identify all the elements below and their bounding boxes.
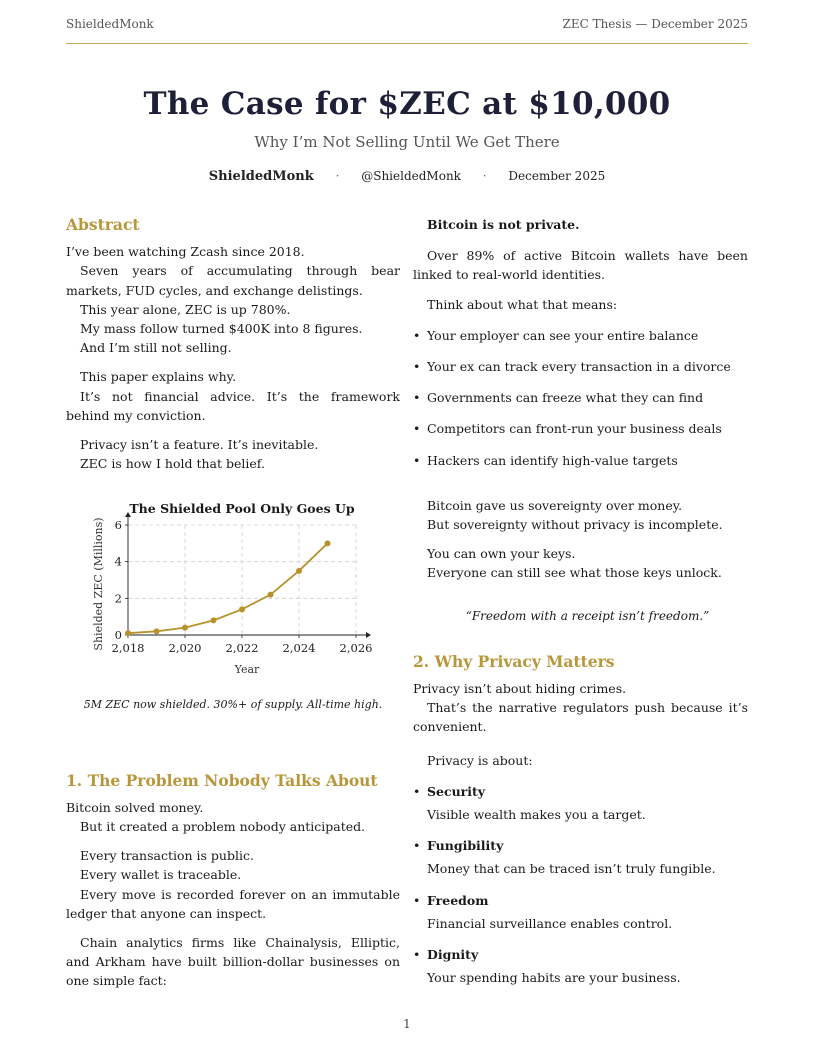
list-item xyxy=(413,836,748,878)
section-2-heading: 2. Why Privacy Matters xyxy=(413,651,615,671)
bitcoin-not-private-lead: Bitcoin is not private. xyxy=(427,217,580,232)
series-line xyxy=(128,544,328,634)
abstract-line: And I’m still not selling. xyxy=(80,340,232,356)
running-header xyxy=(66,17,748,44)
section-1-line: Bitcoin solved money. xyxy=(66,799,204,815)
right-paragraph-4 xyxy=(413,544,748,582)
privacy-reasons-list xyxy=(413,782,748,988)
reason-desc: Money that can be traced isn’t truly fungible. xyxy=(427,861,716,877)
reason-term: • Fungibility xyxy=(427,838,504,854)
section-1-paragraph-2 xyxy=(66,846,400,923)
list-item: • Competitors can front-run your business deals xyxy=(413,419,748,438)
x-tick-label: 2,020 xyxy=(168,641,202,656)
section-2-paragraph-1 xyxy=(413,679,748,737)
section-1-line: Every transaction is public. xyxy=(80,848,254,864)
byline-handle: @ShieldedMonk xyxy=(361,169,461,183)
reason-desc: Your spending habits are your business. xyxy=(427,970,681,986)
list-item xyxy=(413,945,748,987)
list-item: • Governments can freeze what they can find xyxy=(413,388,748,407)
left-column xyxy=(66,215,400,991)
right-line: Everyone can still see what those keys unlock. xyxy=(427,565,722,581)
byline-separator: · xyxy=(482,169,487,183)
data-point xyxy=(182,625,188,631)
abstract-line: ZEC is how I hold that belief. xyxy=(80,456,265,472)
chart-title: The Shielded Pool Only Goes Up xyxy=(129,501,355,517)
byline-date: December 2025 xyxy=(508,169,606,183)
abstract-paragraph-3 xyxy=(66,435,400,473)
right-line: Bitcoin gave us sovereignty over money. xyxy=(427,497,683,513)
chart-caption: 5M ZEC now shielded. 30%+ of supply. All-time high. xyxy=(83,698,383,712)
y-tick-label: 4 xyxy=(114,555,122,570)
reason-desc: Visible wealth makes you a target. xyxy=(427,807,646,823)
header-author: ShieldedMonk xyxy=(66,17,154,31)
right-paragraph-1: Over 89% of active Bitcoin wallets have been linked to real-world identities. xyxy=(413,248,748,283)
reason-desc: Financial surveillance enables control. xyxy=(427,915,673,931)
data-point xyxy=(154,629,160,635)
data-point xyxy=(239,607,245,613)
surveillance-bullet-list xyxy=(413,326,748,470)
abstract-line: Seven years of accumulating through bear markets, FUD cycles, and exchange delistings. xyxy=(66,263,400,298)
section-2-line: That’s the narrative regulators push because it’s convenient. xyxy=(413,700,748,735)
right-column xyxy=(413,215,748,999)
data-point xyxy=(296,568,302,574)
paper-subtitle: Why I’m Not Selling Until We Get There xyxy=(254,133,560,151)
abstract-line: This year alone, ZEC is up 780%. xyxy=(80,301,291,317)
abstract-paragraph-1 xyxy=(66,242,400,357)
chart-svg xyxy=(66,495,400,695)
reason-term: • Dignity xyxy=(427,947,479,963)
list-item xyxy=(413,782,748,824)
abstract-line: My mass follow turned $400K into 8 figures. xyxy=(80,321,363,337)
y-axis-label: Shielded ZEC (Millions) xyxy=(92,517,105,651)
header-doc-title: ZEC Thesis — December 2025 xyxy=(562,17,748,31)
data-point xyxy=(268,592,274,598)
x-tick-label: 2,024 xyxy=(282,641,316,656)
data-point xyxy=(325,541,331,547)
section-1-line: But it created a problem nobody anticipated. xyxy=(80,819,366,835)
abstract-line: Privacy isn’t a feature. It’s inevitable. xyxy=(80,437,319,453)
right-line: You can own your keys. xyxy=(427,546,576,562)
abstract-line: I’ve been watching Zcash since 2018. xyxy=(66,244,305,260)
x-axis-arrow xyxy=(366,632,371,638)
abstract-line: It’s not financial advice. It’s the framework behind my conviction. xyxy=(66,388,400,423)
byline-author: ShieldedMonk xyxy=(208,169,314,184)
right-line: But sovereignty without privacy is incomplete. xyxy=(427,517,723,533)
list-item: • Your employer can see your entire balance xyxy=(413,326,748,345)
shielded-pool-chart xyxy=(66,495,400,695)
list-item xyxy=(413,891,748,933)
section-1-line: Every wallet is traceable. xyxy=(80,867,242,883)
x-tick-label: 2,018 xyxy=(111,641,145,656)
section-1-paragraph-1 xyxy=(66,798,400,836)
data-point xyxy=(211,618,217,624)
list-item: • Your ex can track every transaction in a divorce xyxy=(413,357,748,376)
x-tick-label: 2,022 xyxy=(225,641,259,656)
section-1-paragraph-3: Chain analytics firms like Chainalysis, Elliptic, and Arkham have built billion-dollar businesses on one simple fact: xyxy=(66,935,400,989)
y-tick-label: 2 xyxy=(114,591,122,606)
abstract-line: This paper explains why. xyxy=(80,369,237,385)
page-number: 1 xyxy=(403,1017,411,1031)
byline-separator: · xyxy=(335,169,340,183)
abstract-heading: Abstract xyxy=(66,215,140,234)
y-tick-label: 6 xyxy=(114,518,122,533)
reason-term: • Freedom xyxy=(427,892,489,908)
right-paragraph-2: Think about what that means: xyxy=(427,296,618,312)
section-2-line: Privacy isn’t about hiding crimes. xyxy=(413,681,627,697)
data-point xyxy=(125,631,131,637)
section-1-line: Every move is recorded forever on an immutable ledger that anyone can inspect. xyxy=(66,886,400,921)
reason-term: • Security xyxy=(427,783,486,799)
paper-title: The Case for $ZEC at $10,000 xyxy=(143,86,671,122)
abstract-paragraph-2 xyxy=(66,367,400,425)
right-paragraph-3 xyxy=(413,496,748,534)
list-item: • Hackers can identify high-value targets xyxy=(413,451,748,470)
pull-quote: “Freedom with a receipt isn’t freedom.” xyxy=(465,608,710,623)
section-1-heading: 1. The Problem Nobody Talks About xyxy=(66,770,378,790)
x-tick-label: 2,026 xyxy=(339,641,373,656)
y-tick-label: 0 xyxy=(114,628,122,643)
byline xyxy=(0,169,814,184)
x-axis-label: Year xyxy=(234,663,260,677)
section-2-paragraph-2: Privacy is about: xyxy=(427,752,533,768)
